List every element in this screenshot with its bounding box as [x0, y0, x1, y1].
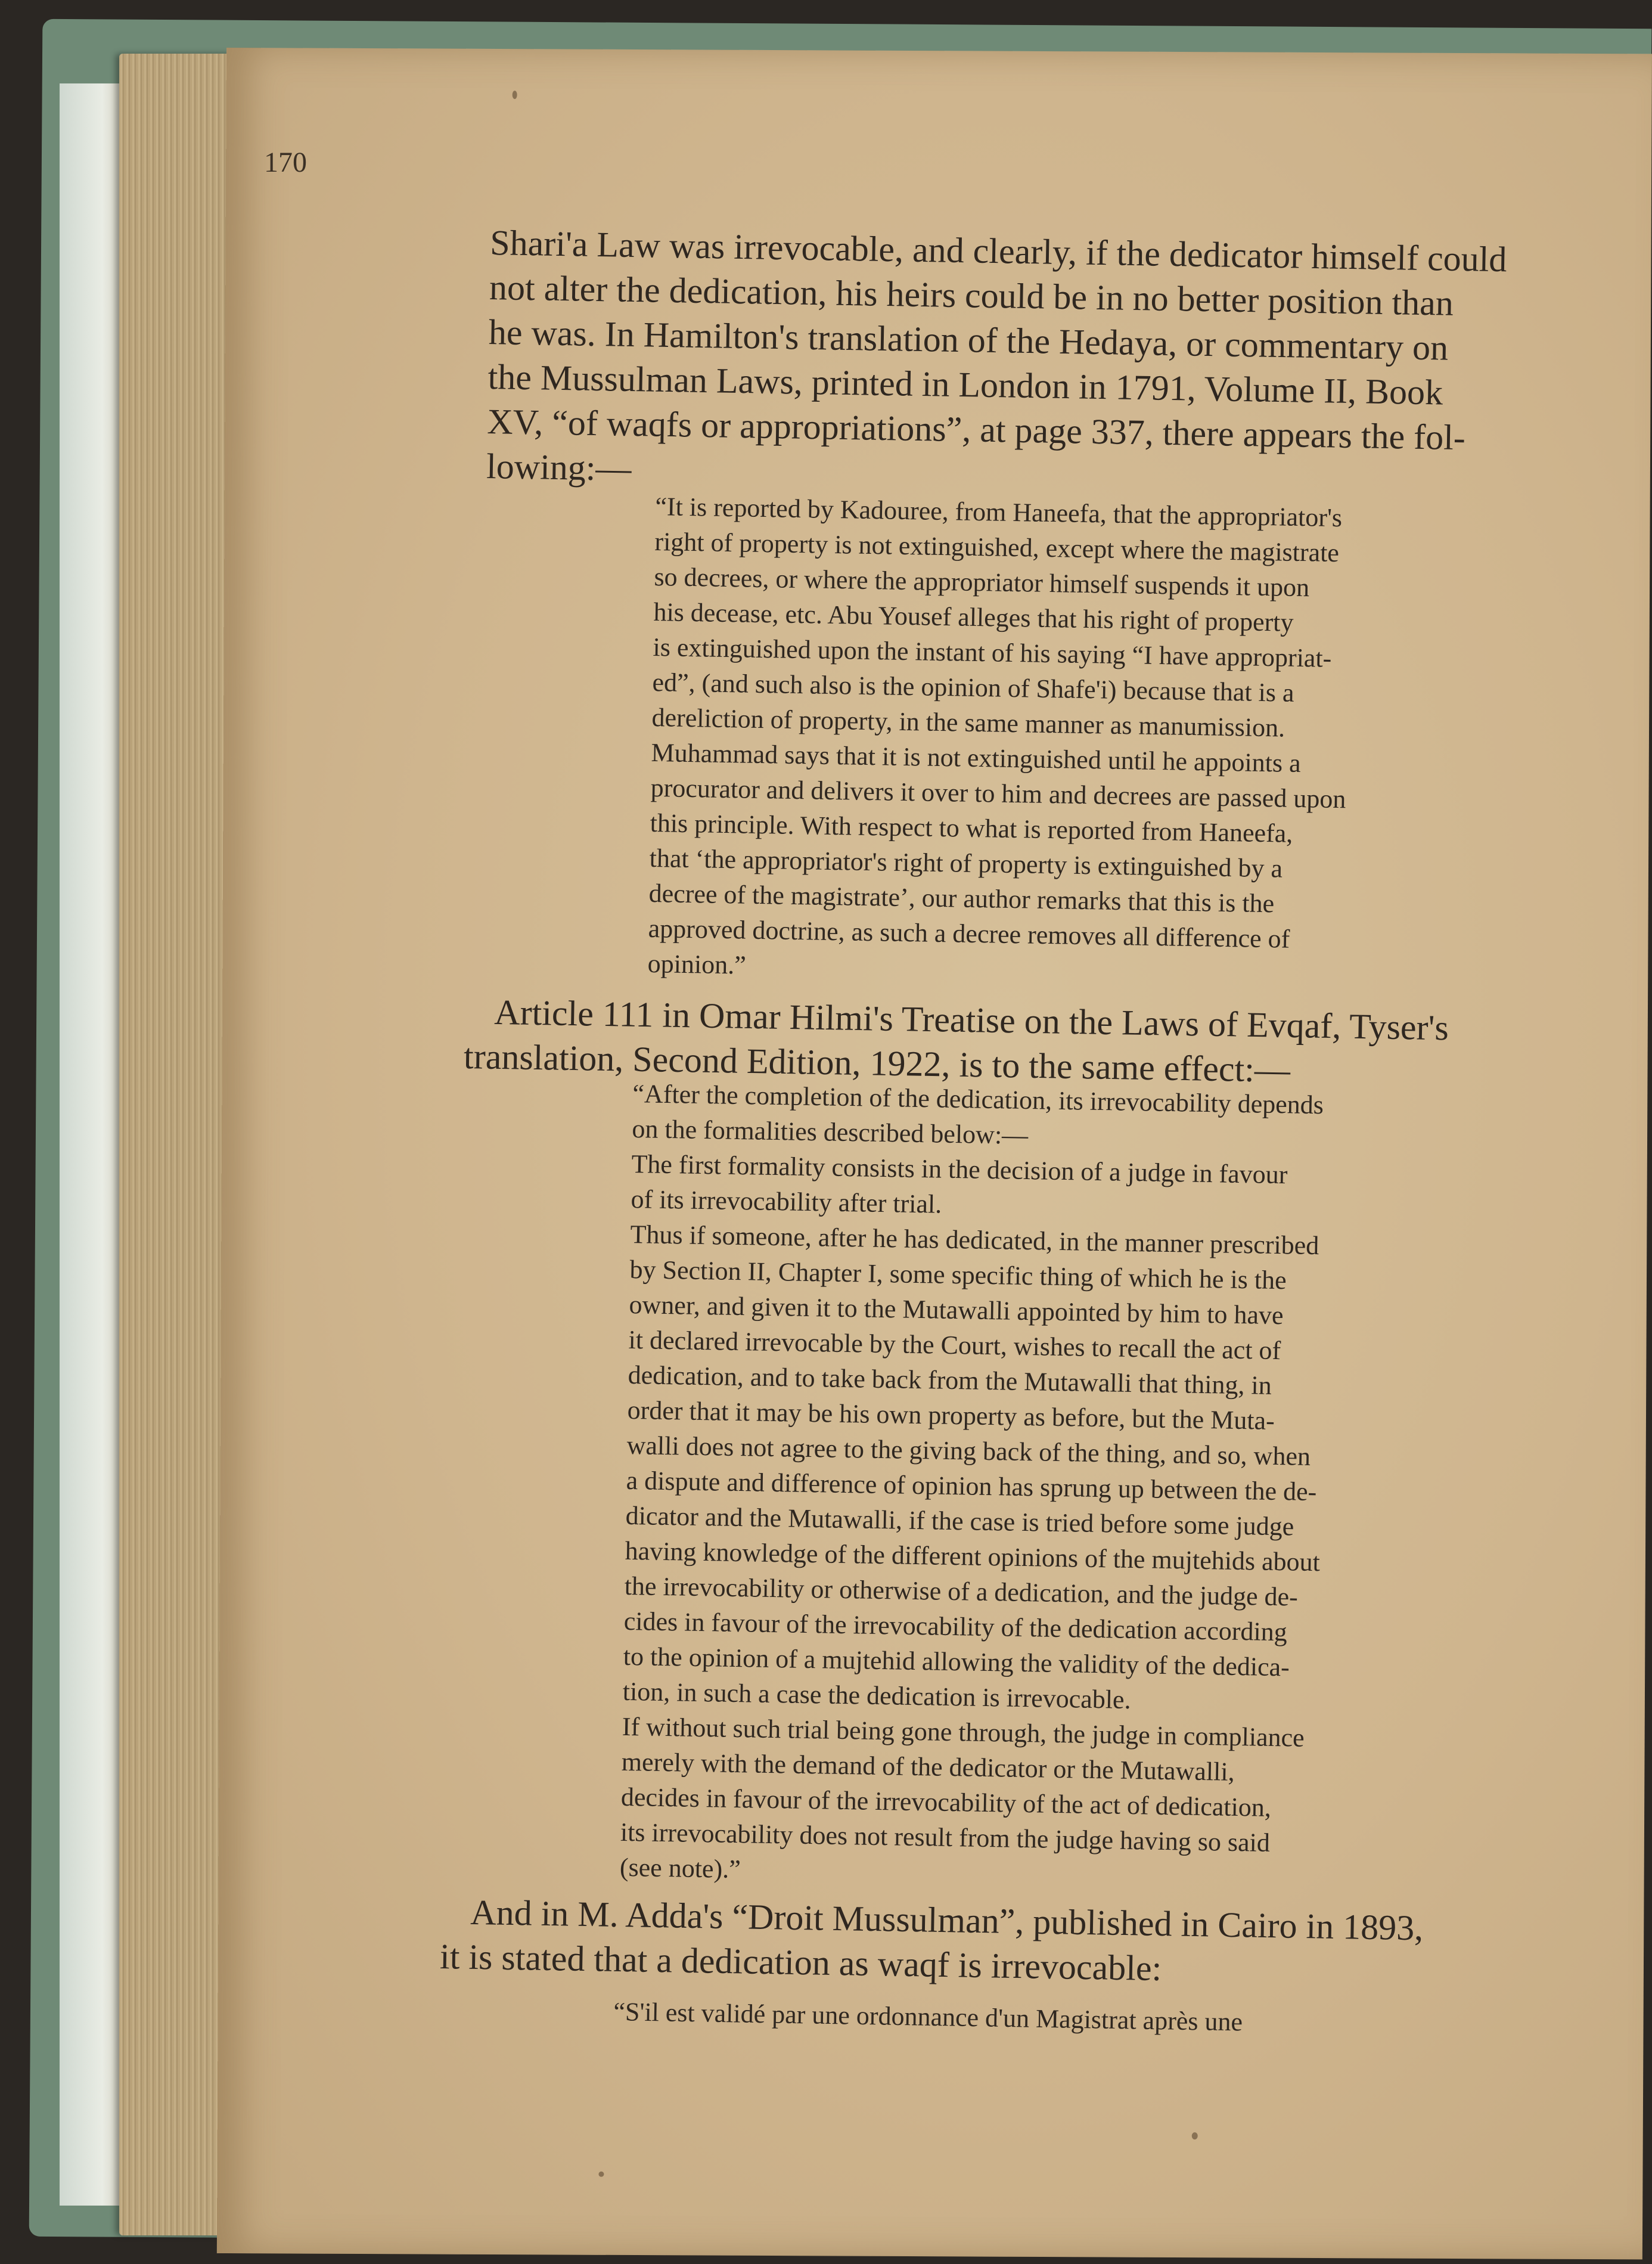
quote-line: is extinguished upon the instant of his saying “I have appropriat- [653, 632, 1332, 673]
quote-line: “S'il est validé par une ordonnance d'un Magistrat après une [613, 1996, 1243, 2037]
text-line: not alter the dedication, his heirs could be in no better position than [489, 267, 1454, 323]
text-line: it is stated that a dedication as waqf is irrevocable: [439, 1936, 1162, 1989]
quote-line: decree of the magistrate’, our author remarks that this is the [648, 878, 1275, 919]
quote-line: Muhammad says that it is not extinguished until he appoints a [651, 737, 1302, 779]
quote-line: right of property is not extinguished, except where the magistrate [654, 526, 1340, 568]
quote-line: “It is reported by Kadouree, from Haneefa, that the appropriator's [655, 491, 1343, 533]
quote-line: decides in favour of the irrevocability of the act of dedication, [620, 1782, 1272, 1822]
paragraph-adda [440, 1890, 1424, 1995]
quote-line: it declared irrevocable by the Court, wishes to recall the act of [628, 1325, 1281, 1366]
quote-line: on the formalities described below:— [632, 1114, 1029, 1150]
text-line: Shari'a Law was irrevocable, and clearly, if the dedicator himself could [489, 222, 1507, 280]
ink-speck [513, 91, 517, 99]
quote-line: dereliction of property, in the same manner as manumission. [651, 702, 1285, 743]
ink-speck [598, 2172, 604, 2177]
quote-line: owner, and given it to the Mutawalli appointed by him to have [629, 1289, 1284, 1331]
quote-line: cides in favour of the irrevocability of the dedication according [623, 1606, 1288, 1647]
quote-hedaya [647, 489, 1350, 993]
quote-line: this principle. With respect to what is reported from Haneefa, [650, 808, 1293, 848]
quote-line: walli does not agree to the giving back of the thing, and so, when [626, 1430, 1311, 1471]
quote-omar-hilmi [620, 1076, 1328, 1896]
page-number: 170 [264, 147, 307, 178]
ink-speck [1192, 2132, 1198, 2139]
text-line: lowing:— [486, 446, 632, 488]
quote-line: opinion.” [647, 948, 747, 980]
quote-line: dedication, and to take back from the Mutawalli that thing, in [628, 1360, 1272, 1400]
quote-line: his decease, etc. Abu Yousef alleges that his right of property [653, 597, 1294, 637]
quote-line: a dispute and difference of opinion has sprung up between the de- [626, 1465, 1317, 1507]
quote-line: order that it may be his own property as before, but the Muta- [627, 1395, 1275, 1435]
paragraph-article-111 [464, 990, 1449, 1095]
text-line: And in M. Adda's “Droit Mussulman”, published in Cairo in 1893, [470, 1892, 1424, 1948]
text-line: XV, “of waqfs or appropriations”, at page 337, there appears the fol- [486, 401, 1466, 458]
quote-line: that ‘the appropriator's right of property is extinguished by a [649, 843, 1283, 883]
text-line: the Mussulman Laws, printed in London in 1791, Volume II, Book [487, 356, 1443, 413]
quote-line: so decrees, or where the appropriator himself suspends it upon [654, 562, 1310, 603]
quote-line: Thus if someone, after he has dedicated, in the manner prescribed [630, 1219, 1319, 1261]
text-line: translation, Second Edition, 1922, is to the same effect:— [463, 1036, 1291, 1090]
quote-line: by Section II, Chapter I, some specific thing of which he is the [629, 1254, 1287, 1295]
quote-line: “After the completion of the dedication, its irrevocability depends [632, 1078, 1324, 1120]
quote-line: ed”, (and such also is the opinion of Shafe'i) because that is a [652, 667, 1294, 708]
quote-line: to the opinion of a mujtehid allowing the validity of the dedica- [623, 1641, 1290, 1682]
text-line: he was. In Hamilton's translation of the Hedaya, or commentary on [488, 312, 1449, 368]
quote-line: If without such trial being gone through, the judge in compliance [622, 1711, 1305, 1753]
text-line: Article 111 in Omar Hilmi's Treatise on the Laws of Evqaf, Tyser's [493, 992, 1449, 1048]
quote-line: of its irrevocability after trial. [631, 1184, 942, 1219]
quote-line: (see note).” [619, 1852, 741, 1884]
quote-line: the irrevocability or otherwise of a dedication, and the judge de- [624, 1571, 1299, 1612]
paragraph-shari-a-law [486, 221, 1507, 505]
quote-line: tion, in such a case the dedication is irrevocable. [622, 1676, 1131, 1714]
quote-line: dicator and the Mutawalli, if the case is tried before some judge [625, 1500, 1294, 1542]
quote-line: The first formality consists in the decision of a judge in favour [631, 1149, 1288, 1190]
quote-line: its irrevocability does not result from the judge having so said [620, 1817, 1271, 1857]
quote-line: having knowledge of the different opinions of the mujtehids about [625, 1536, 1321, 1577]
quote-line: procurator and delivers it over to him and decrees are passed upon [650, 773, 1346, 814]
quote-line: approved doctrine, as such a decree removes all difference of [648, 913, 1290, 954]
quote-line: merely with the demand of the dedicator or the Mutawalli, [621, 1747, 1235, 1787]
